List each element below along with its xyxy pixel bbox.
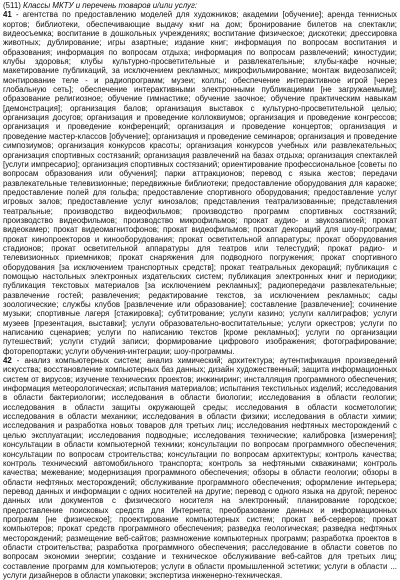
class-description: - агентства по предоставлению моделей для художников; академии [обучение]; аренда теннисных кортов; библиотеки, обеспечивающие выдачу книг на дом; бронирование билетов на спектакли; видеосъемка; воспитание в дошкольных учреждениях; воспитание физическое; дискотеки; дрессировка животных; дублирование; игры азартные; издание книг; информация по вопросам воспитания и образования; информация по вопросам отдыха; информация по вопросам развлечений; киностудии; клубы здоровья; клубы культурно-просветительные и развлекательные; клубы-кафе ночные; макетирование публикаций, за исключением рекламных; микрофильмирование; монтаж видеозаписей; монтирование теле - и радиопрограмм; музеи; коллы; обеспечение интерактивное игрой [через глобальную сеть]; обеспечение интерактивными электронными публикациями [не загружаемыми]; образование религиозное; обучение гимнастике; обучение заочное; обучение практическим навыкам [демонстрация]; организация балов; организация выставок с культурно-просветительной целью; организация досугов; организация и проведение коллоквиумов; организация и проведение конгрессов; организация и проведение конференций; организация и проведение концертов; организация и проведение мастер-классов [обучение]; организация и проведение семинаров; организация и проведение симпозиумов; организация конкурсов красоты; организация конкурсов учебных или развлекательных; организация спортивных состязаний; организация развлечений на базах отдыха; организация спектаклей [услуги импресарио]; организация спортивных состязаний; ориентирование профессиональное [советы по вопросам образования или обучения]; парки аттракционов; перевод с языка жестов; передачи развлекательные телевизионные; передвижные библиотеки; предоставление оборудования для караоке; предоставление полей для гольфа; предоставление спортивного оборудования; предоставление услуг игровых залов; предоставление услуг кинозалов; представления театрализованные; представления театральные; производство видеофильмов; производство программ спортивных состязаний; производство видеофильмов; производство микрофильмов; прокат аудио- и звукозаписей; прокат видеокамер; прокат видеомагнитофонов; прокат видеофильмов; прокат декораций для шоу-программ; прокат кинопроекторов и кинооборудования; прокат осветительной аппаратуры; прокат оборудования стадионов; прокат осветительной аппаратуры для театров или телестудий; прокат радио- и телевизионных приемников; прокат снаряжения для подводного погружения; прокат спортивного оборудования [за исключением транспортных средств]; прокат театральных декораций; публикация с помощью настольных электронных издательских систем; публикация электронных книг и периодики; публикация текстовых материалов [за исключением рекламных]; радиопередачи развлекательные; развлечение гостей; развлечения; редактирование текстов, за исключением рекламных; сады зоологические; службы клубов [развлечение или образование]; составление [развлечение]; сочинение музыки; спортивные лагеря [стажировка]; субтитрование; услуги казино; услуги каллиграфов; услуги музеев [презентация, выставки]; услуги образовательно-воспитательные; услуги оркестров; услуги по написанию сценариев; услуги по написанию текстов [кроме рекламных]; услуги по организации путешествий; услуги студий записи; формирование цифрового изображения; фотографирование; фоторепортажи; услуги обучения-интеграции; шоу-программы. xyxy=(3,10,397,356)
class-description: - анализ компьютерных систем; анализ химический; архитектура; аутентификация произведений искусства; восстановление компьютерных баз данных; дизайн художественный; защита информационных систем от вирусов; изучение технических проектов; инжиниринг; инсталляция программного обеспечения; информация метеорологическая; испытания материалов; испытания текстильных изделий; исследования в области бактериологии; исследования в области биологии; исследования в области геологии; исследования в области защиты окружающей среды; исследования в области косметологии; исследования в области механики; исследования в области физики; исследования в области химии; исследования и разработка новых товаров для третьих лиц; исследования нефтяных месторождений с целью эксплуатации; исследования подводные; исследования технические; калибровка [измерения]; консультации в области компьютерной техники; консультации по вопросам программного обеспечения; консультации по вопросам строительства; консультации по вопросам архитектуры; контроль качества; контроль технический автомобильного транспорта; контроль за нефтяными скважинами; контроль качества; межевание; модернизация программного обеспечения; обзоры в области геологии; обзоры в области нефтяных месторождений; обслуживание программного обеспечения; оформление интерьера; перевод данных и информации с одних носителей на другие; перевод с одного языка на другой; перенос данных или документов с физического носителя на электронный; планирование городское; предоставление поисковых средств для Интернета; преобразование данных и информационных программ [не физическое]; проектирование компьютерных систем; прокат веб-серверов; прокат компьютеров; прокат средств программного обеспечения; разведка геологическая; разведка нефтяных месторождений; размещение веб-сайтов; размножение компьютерных программ; разработка проектов в области строительства; разработка программного обеспечения; расследование в области советов по вопросам экономии энергии; создание и техническое обслуживание веб-сайтов для третьих лиц; составление программ для компьютеров; услуги в области промышленной эстетики; услуги в области ... услуги дизайнеров в области упаковки; экспертиза инженерно-техническая. xyxy=(3,356,397,580)
field-code: (511) xyxy=(3,1,21,10)
field-caption: Классы МКТУ и перечень товаров и/или услуг: xyxy=(23,1,198,10)
class-42-block xyxy=(3,356,397,580)
class-number: 42 xyxy=(3,356,12,366)
class-number: 41 xyxy=(3,10,12,20)
class-41-block xyxy=(3,10,397,356)
classes-header xyxy=(3,1,397,10)
